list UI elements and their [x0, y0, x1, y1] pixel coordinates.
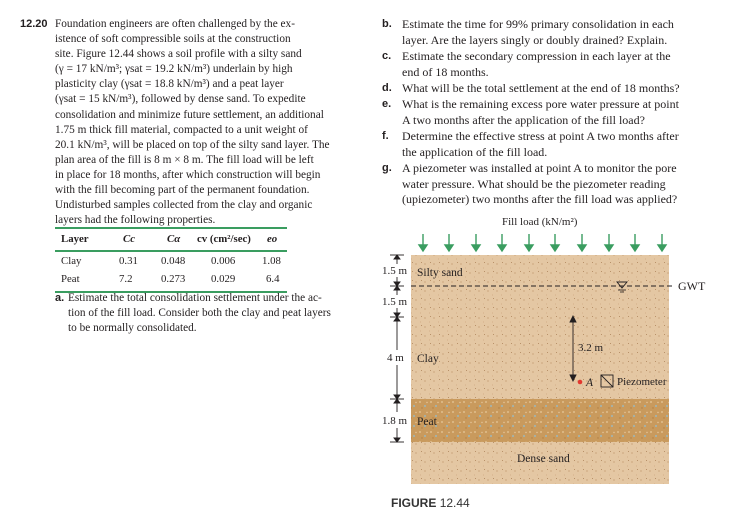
question-line: What is the remaining excess pore water pressure at point — [402, 97, 679, 111]
part-a-line: to be normally consolidated. — [68, 322, 197, 334]
question-line: Estimate the time for 99% primary consolidation in each — [402, 17, 674, 31]
question-line: water pressure. What should be the piezometer reading — [402, 176, 666, 191]
problem-line: 20.1 kN/m³, will be placed on top of the silty sand layer. The — [55, 138, 330, 151]
soil-texture — [411, 255, 669, 484]
question-line: Determine the effective stress at point A two months after — [402, 129, 679, 143]
part-a-line: Estimate the total consolidation settlement under the ac- — [68, 292, 322, 304]
table-header-cv: cv (cm²/sec) — [197, 233, 251, 245]
layer-label-peat: Peat — [417, 416, 437, 428]
problem-line: plasticity clay (γsat = 18.8 kN/m³) and a peat layer — [55, 78, 284, 91]
load-arrow-head — [578, 245, 586, 251]
layer-label-dense-sand: Dense sand — [517, 453, 570, 465]
table-header-calpha: Cα — [167, 233, 181, 245]
point-a-marker — [578, 380, 583, 385]
problem-line: Foundation engineers are often challenged by the ex- — [55, 18, 295, 30]
table-cell: 6.4 — [266, 273, 280, 285]
fill-load-label: Fill load (kN/m²) — [502, 216, 578, 228]
problem-line: in place for 18 months, after which construction will begin — [55, 168, 321, 181]
dim-arrow-icon — [394, 438, 400, 442]
dim-label-clay: 4 m — [387, 352, 404, 364]
part-a-line: tion of the fill load. Consider both the clay and peat layers — [68, 307, 331, 319]
table-cell: 7.2 — [119, 273, 133, 285]
table-header-cc: Cc — [123, 233, 135, 245]
load-arrow-head — [472, 245, 480, 251]
table-header-eo: eo — [267, 233, 278, 245]
problem-line: Undisturbed samples collected from the clay and organic — [55, 199, 313, 212]
problem-number: 12.20 — [20, 18, 48, 30]
dim-label-silty-sand: 1.5 m — [382, 265, 408, 277]
depth-to-a-label: 3.2 m — [578, 342, 604, 354]
dim-arrow-icon — [394, 255, 400, 259]
dimension-lines — [390, 255, 404, 442]
dim-label-upper-clay: 1.5 m — [382, 296, 408, 308]
question-label: e. — [382, 98, 392, 110]
table-cell: 0.273 — [161, 273, 186, 285]
load-arrow-head — [631, 245, 639, 251]
figure-caption-number: 12.44 — [439, 496, 470, 510]
table-cell: 0.006 — [211, 255, 236, 267]
question-label: d. — [382, 82, 392, 94]
table-header-layer: Layer — [61, 233, 89, 245]
table-cell: 0.048 — [161, 255, 186, 267]
question-line: layer. Are the layers singly or doubly drained? Explain. — [402, 32, 668, 47]
table-cell: 1.08 — [262, 255, 281, 267]
problem-line: (γ = 17 kN/m³; γsat = 19.2 kN/m³) underlain by high — [55, 63, 293, 76]
question-line: end of 18 months. — [402, 64, 489, 79]
problem-line: (γsat = 15 kN/m³), followed by dense sand. To expedite — [55, 93, 306, 106]
piezometer-label: Piezometer — [617, 376, 667, 388]
peat-texture — [411, 399, 669, 442]
question-label: g. — [382, 162, 392, 174]
problem-line: site. Figure 12.44 shows a soil profile with a silty sand — [55, 48, 302, 61]
problem-line: istence of soft compressible soils at the construction — [55, 33, 291, 46]
load-arrow-head — [525, 245, 533, 251]
problem-line: with the fill becoming part of the permanent foundation. — [55, 184, 310, 197]
table-cell: Peat — [61, 273, 80, 285]
figure-caption-word: FIGURE — [391, 496, 437, 510]
load-arrow-head — [551, 245, 559, 251]
question-line: Estimate the secondary compression in each layer at the — [402, 49, 671, 63]
table-cell: Clay — [61, 255, 82, 267]
question-line: A piezometer was installed at point A to monitor the pore — [402, 161, 677, 175]
part-a-label: a. — [55, 292, 65, 304]
fill-load-arrows — [419, 234, 666, 251]
table-cell: 0.31 — [119, 255, 138, 267]
table-cell: 0.029 — [211, 273, 236, 285]
layer-label-silty-sand: Silty sand — [417, 267, 463, 279]
load-arrow-head — [445, 245, 453, 251]
gwt-label: GWT — [678, 279, 706, 293]
figure-caption — [391, 496, 470, 510]
question-line: the application of the fill load. — [402, 144, 548, 159]
question-line: What will be the total settlement at the end of 18 months? — [402, 81, 680, 95]
point-a-label: A — [586, 377, 594, 389]
question-line: (upiezometer) two months after the fill load was applied? — [402, 192, 678, 207]
question-label: b. — [382, 18, 392, 30]
dim-arrow-icon — [394, 317, 400, 321]
dim-arrow-icon — [394, 286, 400, 290]
problem-line: layers had the following properties. — [55, 214, 216, 227]
problem-line: plan area of the fill is 8 m × 8 m. The fill load will be left — [55, 153, 314, 166]
load-arrow-head — [605, 245, 613, 251]
dim-arrow-icon — [394, 399, 400, 403]
dim-label-peat: 1.8 m — [382, 415, 408, 427]
question-line: A two months after the application of the fill load? — [402, 112, 645, 127]
layer-label-clay: Clay — [417, 353, 439, 365]
problem-line: consolidation and minimize future settlement, an additional — [55, 108, 324, 121]
problem-line: 1.75 m thick fill material, compacted to a unit weight of — [55, 123, 308, 136]
question-label: c. — [382, 50, 392, 62]
load-arrow-head — [419, 245, 427, 251]
load-arrow-head — [498, 245, 506, 251]
question-label: f. — [382, 130, 389, 142]
load-arrow-head — [658, 245, 666, 251]
